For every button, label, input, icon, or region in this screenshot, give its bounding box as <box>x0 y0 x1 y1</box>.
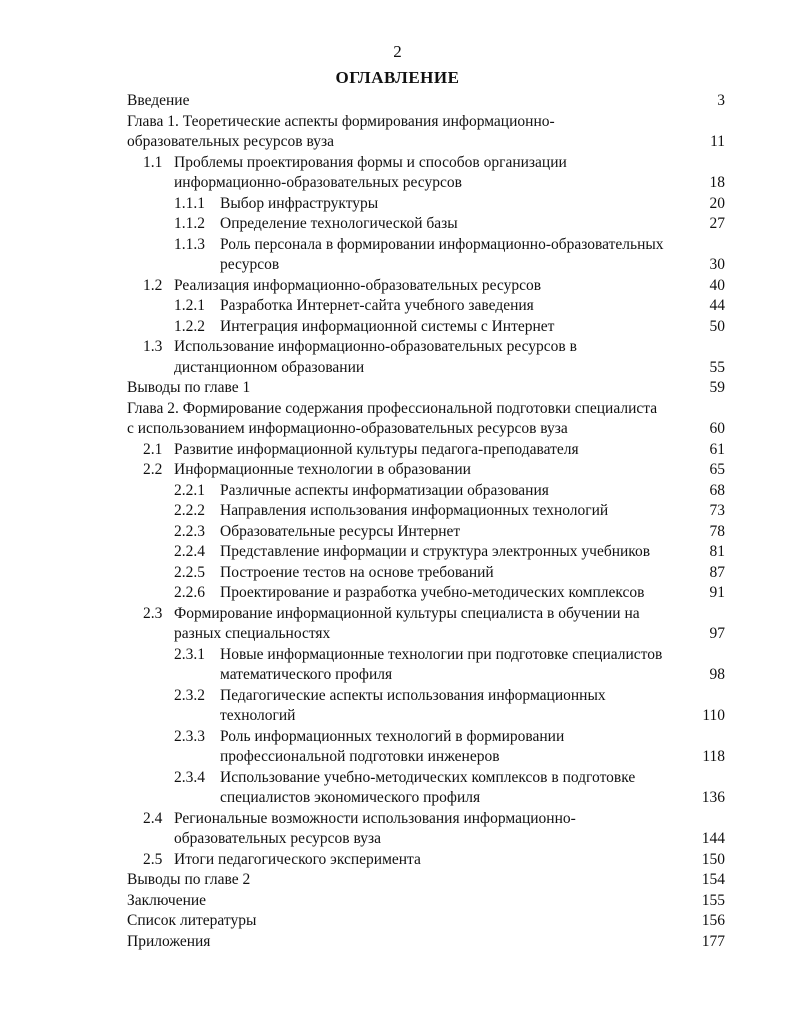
toc-entry-line <box>0 522 795 543</box>
toc-entry-line <box>0 194 795 215</box>
toc-page-number: 11 <box>710 133 725 150</box>
toc-entry-line <box>0 747 795 768</box>
toc-page-number: 118 <box>702 748 725 765</box>
toc-entry-text: Формирование информационной культуры специалиста в обучении на <box>174 604 640 622</box>
toc-entry-line <box>0 727 795 748</box>
toc-section-number: 1.1.1 <box>174 194 205 212</box>
toc-entry-line <box>0 378 795 399</box>
toc-entry-line <box>0 173 795 194</box>
toc-page-number: 177 <box>701 932 725 950</box>
toc-entry-line <box>0 419 795 440</box>
toc-entry-line <box>0 809 795 830</box>
toc-section-number: 2.2.6 <box>174 584 205 601</box>
toc-entry-text: Использование информационно-образовательных ресурсов в <box>174 338 577 355</box>
toc-page-number: 65 <box>709 461 725 478</box>
toc-section-number: 2.3.4 <box>174 768 205 786</box>
toc-page-number: 73 <box>709 502 725 519</box>
toc-entry-text: Проблемы проектирования формы и способов организации <box>174 153 567 171</box>
toc-page-number: 20 <box>709 194 725 212</box>
toc-page-number: 78 <box>709 522 725 540</box>
toc-entry-text: Разработка Интернет-сайта учебного заведения <box>220 297 534 314</box>
toc-entry-text: специалистов экономического профиля <box>220 789 481 806</box>
toc-entry-line <box>0 91 795 112</box>
toc-section-number: 1.2.2 <box>174 317 205 335</box>
toc-entry-text: образовательных ресурсов вуза <box>174 830 381 847</box>
toc-entry-line <box>0 235 795 256</box>
toc-section-number: 2.2.3 <box>174 522 205 540</box>
toc-page-number: 60 <box>709 420 725 437</box>
toc-entry-text: Построение тестов на основе требований <box>220 563 494 581</box>
toc-page-number: 55 <box>709 358 725 376</box>
toc-section-number: 2.3.1 <box>174 645 205 663</box>
toc-section-number: 2.2.4 <box>174 543 205 560</box>
toc-entry-text: Заключение <box>127 891 207 909</box>
toc-entry-text: Направления использования информационных технологий <box>220 502 609 519</box>
toc-entry-line <box>0 768 795 789</box>
toc-entry-text: Определение технологической базы <box>220 215 458 232</box>
toc-entry-line <box>0 706 795 727</box>
toc-entry-text: Введение <box>127 92 190 109</box>
toc-entry-text: дистанционном образовании <box>174 358 365 376</box>
toc-section-number: 2.4 <box>143 809 163 827</box>
toc-entry-line <box>0 850 795 871</box>
toc-entry-text: Выводы по главе 1 <box>127 379 251 396</box>
toc-entry-text: Приложения <box>127 932 211 950</box>
toc-entry-text: с использованием информационно-образовательных ресурсов вуза <box>127 420 568 437</box>
toc-section-number: 2.1 <box>143 440 163 458</box>
toc-entry-line <box>0 255 795 276</box>
toc-entry-line <box>0 932 795 953</box>
toc-section-number: 1.1 <box>143 153 163 171</box>
toc-entry-text: Роль персонала в формировании информационно-образовательных <box>220 235 664 253</box>
toc-entry-text: Проектирование и разработка учебно-методических комплексов <box>220 584 645 601</box>
toc-page-number: 81 <box>709 543 725 560</box>
toc-section-number: 2.2.2 <box>174 502 205 519</box>
toc-page-number: 144 <box>701 830 725 847</box>
toc-page-number: 30 <box>709 256 725 273</box>
toc-entry-line <box>0 440 795 461</box>
toc-entry-line <box>0 788 795 809</box>
toc-page-number: 87 <box>709 563 725 581</box>
toc-section-number: 1.2 <box>143 276 163 294</box>
toc-entry-line <box>0 460 795 481</box>
toc-entry-text: Итоги педагогического эксперимента <box>174 850 421 868</box>
toc-page-number: 40 <box>709 276 725 294</box>
toc-page-number: 50 <box>709 317 725 335</box>
toc-entry-line <box>0 911 795 932</box>
toc-entry-line <box>0 563 795 584</box>
toc-entry-line <box>0 829 795 850</box>
toc-entry-line <box>0 686 795 707</box>
toc-entry-line <box>0 358 795 379</box>
toc-page-number: 136 <box>701 789 725 806</box>
toc-entry-text: Реализация информационно-образовательных ресурсов <box>174 276 542 294</box>
toc-entry-line <box>0 870 795 891</box>
toc-entry-line <box>0 399 795 420</box>
toc-page-number: 3 <box>717 92 725 109</box>
toc-section-number: 2.2.1 <box>174 481 205 499</box>
toc-page-number: 68 <box>709 481 725 499</box>
toc-entry-line <box>0 481 795 502</box>
toc-entry-text: математического профиля <box>220 666 393 683</box>
toc-page-number: 59 <box>709 379 725 396</box>
table-of-contents <box>0 91 795 952</box>
toc-entry-text: Различные аспекты информатизации образования <box>220 481 549 499</box>
toc-entry-text: Глава 1. Теоретические аспекты формирования информационно- <box>127 112 555 130</box>
toc-page-number: 97 <box>709 625 725 642</box>
toc-entry-line <box>0 583 795 604</box>
toc-entry-text: Глава 2. Формирование содержания профессиональной подготовки специалиста <box>127 399 658 417</box>
toc-entry-line <box>0 296 795 317</box>
toc-entry-line <box>0 604 795 625</box>
toc-page-number: 150 <box>701 850 725 868</box>
toc-entry-text: образовательных ресурсов вуза <box>127 133 334 150</box>
toc-section-number: 2.2.5 <box>174 563 205 581</box>
toc-entry-text: Список литературы <box>127 912 257 929</box>
toc-entry-text: Информационные технологии в образовании <box>174 461 471 478</box>
toc-entry-text: Педагогические аспекты использования информационных <box>220 686 606 704</box>
toc-page-number: 18 <box>709 174 725 191</box>
toc-entry-text: Образовательные ресурсы Интернет <box>220 522 461 540</box>
toc-page-number: 154 <box>701 871 725 888</box>
toc-entry-line <box>0 317 795 338</box>
toc-entry-line <box>0 645 795 666</box>
toc-entry-line <box>0 624 795 645</box>
toc-entry-text: Выводы по главе 2 <box>127 871 251 888</box>
toc-entry-text: Представление информации и структура электронных учебников <box>220 543 651 560</box>
toc-entry-line <box>0 214 795 235</box>
toc-entry-text: Новые информационные технологии при подготовке специалистов <box>220 645 663 663</box>
toc-entry-text: Роль информационных технологий в формировании <box>220 727 565 745</box>
toc-entry-text: Выбор инфраструктуры <box>220 194 379 212</box>
toc-page-number: 110 <box>702 707 725 724</box>
toc-page-number: 155 <box>701 891 725 909</box>
page-number: 2 <box>393 42 402 61</box>
toc-entry-text: Региональные возможности использования информационно- <box>174 809 576 827</box>
toc-section-number: 1.2.1 <box>174 297 205 314</box>
toc-entry-text: Использование учебно-методических комплексов в подготовке <box>220 768 636 786</box>
toc-entry-text: информационно-образовательных ресурсов <box>174 174 462 191</box>
toc-entry-line <box>0 501 795 522</box>
toc-section-number: 2.5 <box>143 850 163 868</box>
toc-section-number: 1.3 <box>143 338 163 355</box>
toc-section-number: 2.3.2 <box>174 686 205 704</box>
toc-page-number: 91 <box>709 584 725 601</box>
toc-page-number: 98 <box>709 666 725 683</box>
toc-entry-line <box>0 891 795 912</box>
toc-section-number: 1.1.3 <box>174 235 205 253</box>
toc-entry-line <box>0 337 795 358</box>
toc-entry-text: Развитие информационной культуры педагога-преподавателя <box>174 440 579 458</box>
toc-section-number: 1.1.2 <box>174 215 205 232</box>
toc-page-number: 27 <box>709 215 725 232</box>
toc-section-number: 2.3.3 <box>174 727 205 745</box>
toc-entry-line <box>0 276 795 297</box>
toc-page-number: 61 <box>709 440 725 458</box>
toc-entry-text: технологий <box>220 707 296 724</box>
toc-entry-text: ресурсов <box>220 256 280 273</box>
toc-entry-line <box>0 665 795 686</box>
toc-entry-line <box>0 132 795 153</box>
toc-page-number: 44 <box>709 297 725 314</box>
toc-entry-line <box>0 153 795 174</box>
toc-section-number: 2.2 <box>143 461 163 478</box>
page-title: ОГЛАВЛЕНИЕ <box>335 68 460 87</box>
toc-entry-line <box>0 542 795 563</box>
toc-page-number: 156 <box>701 912 725 929</box>
toc-entry-text: разных специальностях <box>174 625 331 642</box>
toc-entry-text: профессиональной подготовки инженеров <box>220 748 500 765</box>
toc-entry-text: Интеграция информационной системы с Интернет <box>220 317 555 335</box>
toc-entry-line <box>0 112 795 133</box>
toc-section-number: 2.3 <box>143 604 163 622</box>
